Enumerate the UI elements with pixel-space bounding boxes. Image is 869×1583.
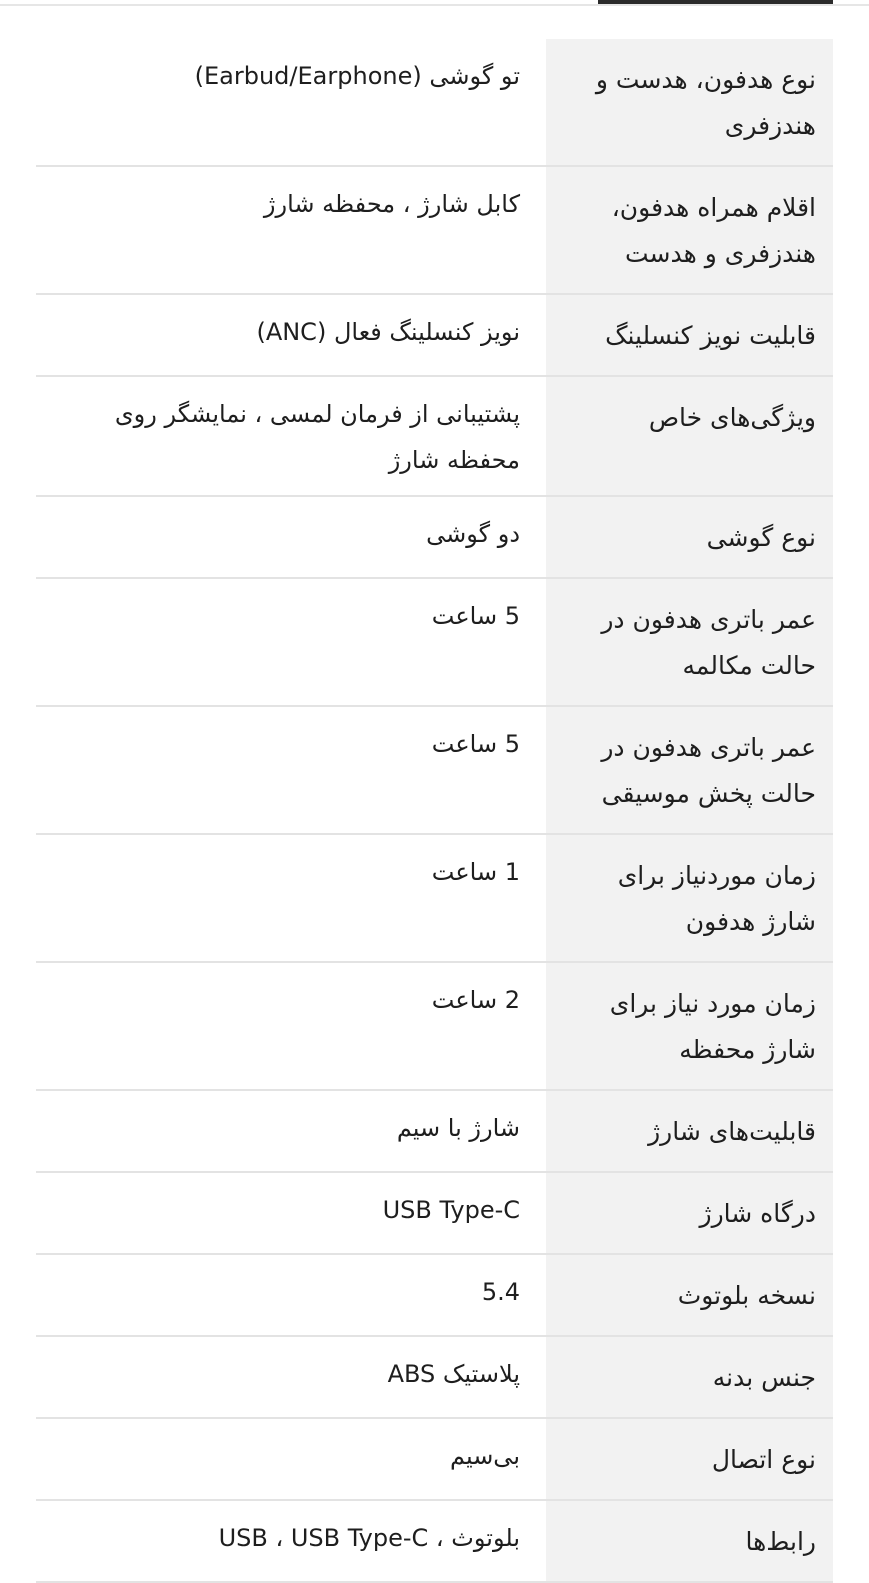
spec-key: اقلام همراه هدفون، هندزفری و هدست	[546, 167, 833, 293]
tab-bar-divider	[0, 4, 869, 6]
spec-key: نوع هدفون، هدست و هندزفری	[546, 39, 833, 165]
spec-value: 1 ساعت	[431, 858, 520, 886]
spec-value: تو گوشی (Earbud/Earphone)	[194, 62, 520, 90]
spec-value: 5.4	[481, 1278, 520, 1306]
spec-key: قابلیت نویز کنسلینگ	[546, 295, 833, 375]
spec-row	[36, 167, 833, 295]
spec-value: USB Type-C	[382, 1196, 520, 1224]
spec-key: نوع اتصال	[546, 1419, 833, 1499]
spec-value: 2 ساعت	[431, 986, 520, 1014]
spec-key: رابط‌ها	[546, 1501, 833, 1581]
spec-row	[36, 835, 833, 963]
spec-key: زمان مورد نیاز برای شارژ محفظه	[546, 963, 833, 1089]
spec-value: نویز کنسلینگ فعال (ANC)	[256, 318, 520, 346]
spec-key: درگاه شارژ	[546, 1173, 833, 1253]
spec-row	[36, 963, 833, 1091]
spec-value: بلوتوث ، USB ، USB Type-C	[218, 1524, 520, 1552]
spec-row	[36, 377, 833, 497]
spec-key: جنس بدنه	[546, 1337, 833, 1417]
spec-value: کابل شارژ ، محفظه شارژ	[263, 190, 520, 218]
spec-value: 5 ساعت	[431, 730, 520, 758]
spec-row	[36, 1255, 833, 1337]
spec-key: عمر باتری هدفون در حالت مکالمه	[546, 579, 833, 705]
spec-key: نوع گوشی	[546, 497, 833, 577]
spec-row	[36, 579, 833, 707]
active-tab-indicator	[598, 0, 833, 4]
spec-row	[36, 497, 833, 579]
spec-key: زمان موردنیاز برای شارژ هدفون	[546, 835, 833, 961]
spec-row	[36, 295, 833, 377]
spec-row	[36, 707, 833, 835]
spec-row	[36, 1173, 833, 1255]
spec-value: پلاستیک ABS	[387, 1360, 520, 1388]
spec-value: پشتیبانی از فرمان لمسی ، نمایشگر روی محفظه شارژ	[114, 400, 520, 474]
spec-key: نسخه بلوتوث	[546, 1255, 833, 1335]
spec-value: شارژ با سیم	[396, 1114, 520, 1142]
spec-key: ویژگی‌های خاص	[546, 377, 833, 495]
spec-key: قابلیت‌های شارژ	[546, 1091, 833, 1171]
spec-key: عمر باتری هدفون در حالت پخش موسیقی	[546, 707, 833, 833]
spec-row	[36, 39, 833, 167]
spec-row	[36, 1419, 833, 1501]
spec-value: 5 ساعت	[431, 602, 520, 630]
specifications-table	[36, 39, 833, 1583]
spec-value: بی‌سیم	[449, 1442, 520, 1470]
spec-row	[36, 1337, 833, 1419]
spec-value: دو گوشی	[426, 520, 520, 548]
spec-row	[36, 1091, 833, 1173]
spec-row	[36, 1501, 833, 1583]
